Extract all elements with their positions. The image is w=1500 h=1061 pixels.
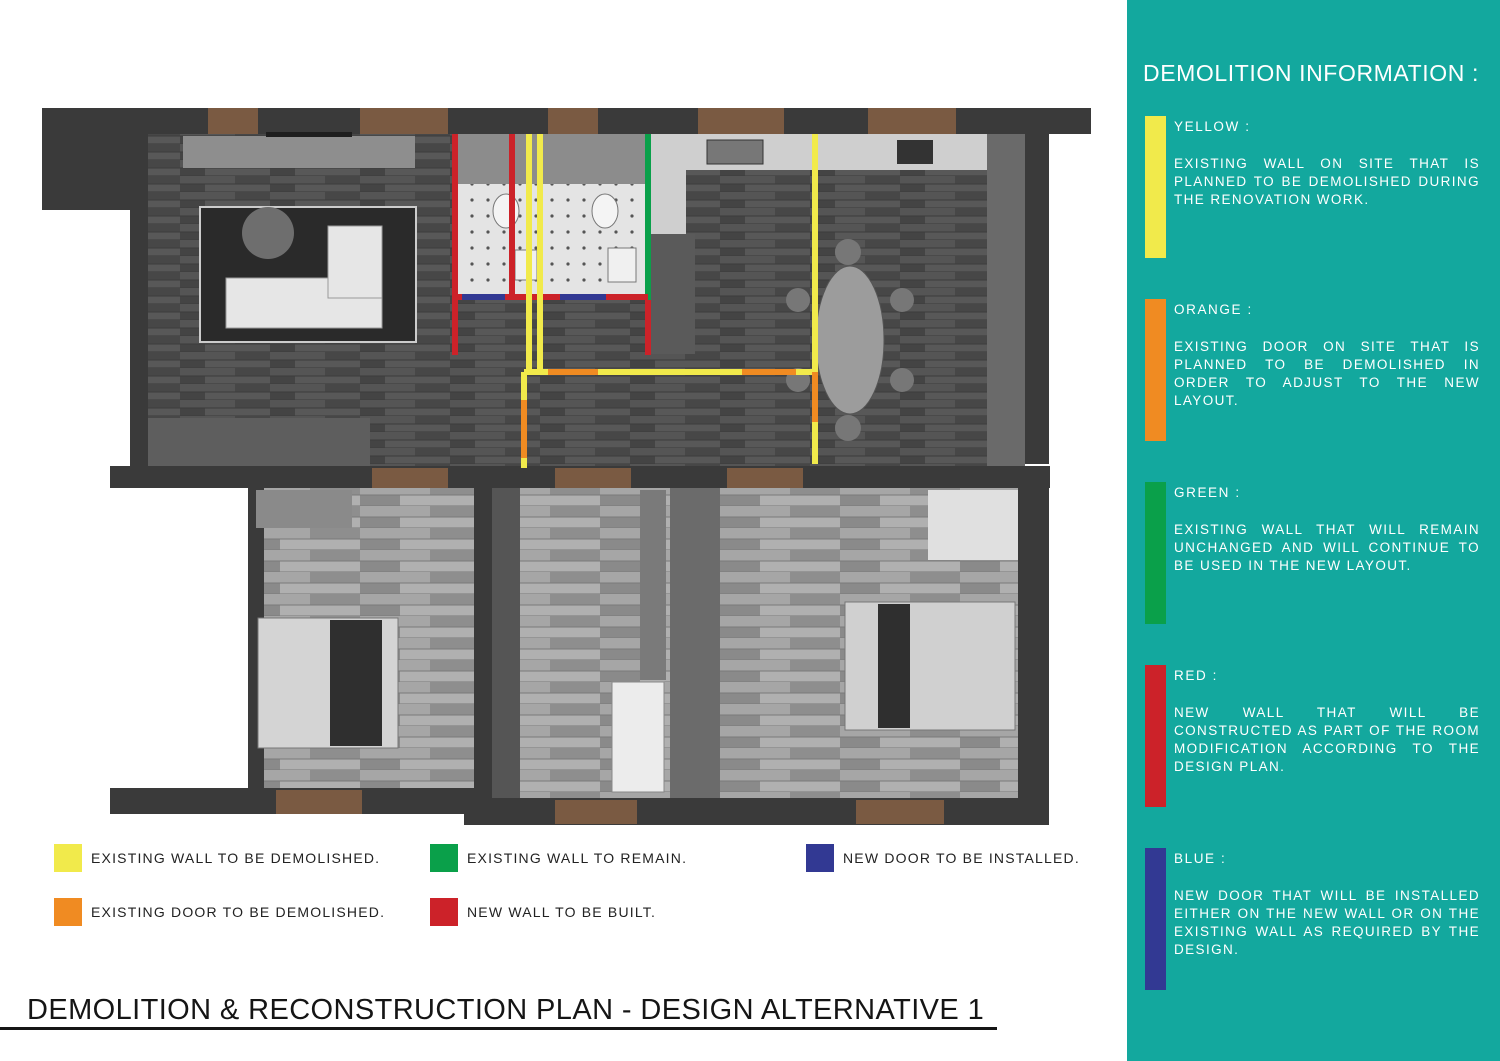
wall — [474, 488, 492, 825]
panel-title: DEMOLITION INFORMATION : — [1143, 60, 1479, 86]
sink — [608, 248, 636, 282]
door — [727, 468, 803, 488]
info-block-blue — [1145, 848, 1485, 990]
bed-runner — [878, 604, 910, 728]
tv — [266, 132, 352, 137]
kitchen-counter-return — [650, 134, 686, 234]
info-block-green — [1145, 482, 1485, 624]
legend-item-yellow — [54, 844, 380, 872]
chair — [890, 288, 914, 312]
desk — [256, 490, 352, 528]
info-color-bar — [1145, 848, 1166, 990]
window — [276, 790, 362, 814]
sofa — [612, 682, 664, 792]
island — [651, 234, 695, 354]
window — [555, 800, 637, 824]
info-heading: GREEN : — [1174, 485, 1241, 500]
info-heading: ORANGE : — [1174, 302, 1253, 317]
legend-swatch — [430, 898, 458, 926]
bathtub — [928, 490, 1018, 560]
wardrobe — [640, 490, 666, 680]
legend-label: EXISTING WALL TO BE DEMOLISHED. — [91, 850, 381, 866]
corridor-floor — [670, 488, 720, 798]
window — [698, 108, 784, 134]
legend-swatch — [806, 844, 834, 872]
bed-runner — [330, 620, 382, 746]
wall — [492, 488, 520, 825]
chair — [835, 239, 861, 265]
storage-cabinet — [148, 418, 370, 466]
window — [548, 108, 598, 134]
wall-bottom-right — [464, 798, 1049, 825]
info-text: EXISTING DOOR ON SITE THAT IS PLANNED TO BE DEMOLISHED IN ORDER TO ADJUST TO THE NEW LAYOUT. — [1174, 339, 1480, 408]
info-text: EXISTING WALL ON SITE THAT IS PLANNED TO BE DEMOLISHED DURING THE RENOVATION WORK. — [1174, 156, 1480, 207]
page-title: DEMOLITION & RECONSTRUCTION PLAN - DESIGN ALTERNATIVE 1 — [27, 994, 985, 1026]
cooktop — [897, 140, 933, 164]
legend-item-red — [430, 898, 656, 926]
door — [372, 468, 448, 488]
legend-label: NEW DOOR TO BE INSTALLED. — [843, 850, 1080, 866]
info-heading: RED : — [1174, 668, 1219, 683]
window — [868, 108, 956, 134]
info-text: NEW WALL THAT WILL BE CONSTRUCTED AS PART OF THE ROOM MODIFICATION ACCORDING TO THE DESIGN PLAN. — [1174, 705, 1480, 774]
kitchen-counter — [650, 134, 987, 170]
toilet — [493, 194, 519, 228]
kitchen-sink — [707, 140, 763, 164]
legend-label: EXISTING WALL TO REMAIN. — [467, 850, 688, 866]
wall-left — [130, 200, 148, 468]
tv-cabinet — [183, 136, 415, 168]
demolition-info-panel — [1127, 0, 1500, 1061]
legend-swatch — [54, 898, 82, 926]
info-block-yellow — [1145, 116, 1485, 258]
info-color-bar — [1145, 482, 1166, 624]
legend-item-orange — [54, 898, 385, 926]
window — [360, 108, 448, 134]
legend-label: NEW WALL TO BE BUILT. — [467, 904, 657, 920]
title-underline — [0, 1027, 997, 1030]
info-color-bar — [1145, 665, 1166, 807]
door — [555, 468, 631, 488]
sofa-chaise — [328, 226, 382, 298]
window — [208, 108, 258, 134]
legend-item-green — [430, 844, 687, 872]
info-text: NEW DOOR THAT WILL BE INSTALLED EITHER ON THE NEW WALL OR ON THE EXISTING WALL AS REQUIRED BY THE DESIGN. — [1174, 888, 1480, 957]
info-heading: BLUE : — [1174, 851, 1227, 866]
info-block-orange — [1145, 299, 1485, 441]
wardrobe-strip — [987, 134, 1025, 466]
chair — [890, 368, 914, 392]
info-color-bar — [1145, 116, 1166, 258]
legend-label: EXISTING DOOR TO BE DEMOLISHED. — [91, 904, 386, 920]
legend-item-blue — [806, 844, 1080, 872]
info-text: EXISTING WALL THAT WILL REMAIN UNCHANGED AND WILL CONTINUE TO BE USED IN THE NEW LAYOUT. — [1174, 522, 1480, 573]
info-color-bar — [1145, 299, 1166, 441]
bathroom-vanity — [455, 134, 647, 184]
wall-right — [1025, 134, 1049, 464]
info-block-red — [1145, 665, 1485, 807]
toilet — [592, 194, 618, 228]
info-heading: YELLOW : — [1174, 119, 1251, 134]
dining-table — [816, 266, 884, 414]
wall-right-lower — [1018, 488, 1049, 825]
chair — [835, 415, 861, 441]
legend-swatch — [54, 844, 82, 872]
chair — [786, 288, 810, 312]
legend-swatch — [430, 844, 458, 872]
coffee-table — [242, 207, 294, 259]
wall-corner — [42, 108, 148, 210]
window — [856, 800, 944, 824]
bed — [845, 602, 1015, 730]
